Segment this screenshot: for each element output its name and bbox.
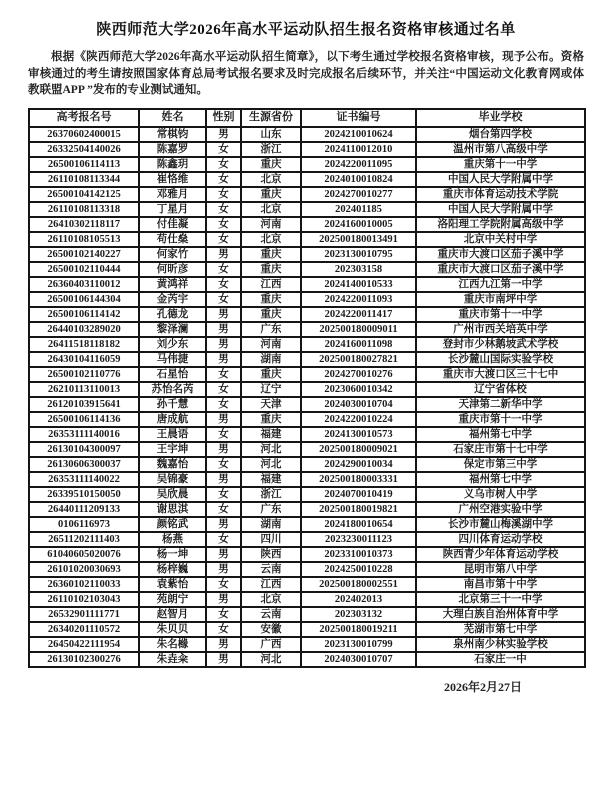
table-cell: 朱垚籴: [139, 652, 206, 667]
table-cell: 广东: [241, 322, 301, 337]
table-cell: 2024030010704: [301, 397, 416, 412]
table-cell: 2023130010799: [301, 637, 416, 652]
table-cell: 女: [206, 577, 241, 592]
table-cell: 大理白族自治州体育中学: [416, 607, 585, 622]
table-cell: 202500180003331: [301, 472, 416, 487]
table-cell: 202303158: [301, 262, 416, 277]
table-cell: 何昕彦: [139, 262, 206, 277]
table-cell: 丁星月: [139, 202, 206, 217]
intro-paragraph: 根据《陕西师范大学2026年高水平运动队招生简章》，以下考生通过学校报名资格审核，现予公布。资格审核通过的考生请按照国家体育总局考试报名要求及时完成报名后续环节，并关注“中国运动文化教育网或体教联盟APP ”发布的专业测试通知。: [28, 51, 584, 96]
table-cell: 云南: [241, 562, 301, 577]
table-cell: 202500180009021: [301, 442, 416, 457]
table-row: [29, 382, 585, 397]
table-cell: 登封市少林鹅坡武术学校: [416, 337, 585, 352]
table-cell: 杨一坤: [139, 547, 206, 562]
table-row: [29, 352, 585, 367]
table-cell: 女: [206, 622, 241, 637]
header-province: 生源省份: [241, 109, 301, 127]
header-certificate-number: 证书编号: [301, 109, 416, 127]
table-cell: 广东: [241, 502, 301, 517]
table-row: [29, 592, 585, 607]
table-cell: 2024030010707: [301, 652, 416, 667]
table-row: [29, 637, 585, 652]
table-cell: 袁紫怡: [139, 577, 206, 592]
table-cell: 26410302118117: [29, 217, 139, 232]
table-row: [29, 412, 585, 427]
table-cell: 26101020030693: [29, 562, 139, 577]
table-cell: 山东: [241, 127, 301, 142]
header-graduation-school: 毕业学校: [416, 109, 585, 127]
table-cell: 26500106114113: [29, 157, 139, 172]
table-cell: 26500102110776: [29, 367, 139, 382]
table-cell: 2023230011123: [301, 532, 416, 547]
table-cell: 苏怡名芮: [139, 382, 206, 397]
table-cell: 2024210010624: [301, 127, 416, 142]
table-cell: 男: [206, 472, 241, 487]
table-cell: 男: [206, 517, 241, 532]
table-header-row: [29, 109, 585, 127]
table-cell: 2024110012010: [301, 142, 416, 157]
table-row: [29, 577, 585, 592]
table-row: [29, 487, 585, 502]
table-row: [29, 322, 585, 337]
table-cell: 赵智月: [139, 607, 206, 622]
table-cell: 男: [206, 352, 241, 367]
table-cell: 26500104142125: [29, 187, 139, 202]
table-cell: 石星怡: [139, 367, 206, 382]
table-cell: 26500106144304: [29, 292, 139, 307]
table-cell: 26130606300037: [29, 457, 139, 472]
table-cell: 202500180027821: [301, 352, 416, 367]
table-cell: 女: [206, 157, 241, 172]
table-cell: 河南: [241, 217, 301, 232]
table-cell: 安徽: [241, 622, 301, 637]
table-cell: 2024270010276: [301, 367, 416, 382]
table-row: [29, 367, 585, 382]
table-cell: 男: [206, 547, 241, 562]
table-cell: 女: [206, 142, 241, 157]
table-cell: 2024220011417: [301, 307, 416, 322]
table-row: [29, 262, 585, 277]
table-cell: 202500180019821: [301, 502, 416, 517]
table-cell: 26500106114136: [29, 412, 139, 427]
table-cell: 女: [206, 427, 241, 442]
table-row: [29, 607, 585, 622]
table-cell: 女: [206, 217, 241, 232]
table-cell: 河北: [241, 652, 301, 667]
table-cell: 男: [206, 322, 241, 337]
table-row: [29, 397, 585, 412]
table-cell: 朱贝贝: [139, 622, 206, 637]
table-cell: 26210113110013: [29, 382, 139, 397]
table-cell: 福州第七中学: [416, 427, 585, 442]
table-row: [29, 127, 585, 142]
publish-date: 2026年2月27日: [443, 679, 522, 694]
table-cell: 26130102300276: [29, 652, 139, 667]
table-cell: 付佳凝: [139, 217, 206, 232]
table-cell: 26353111140016: [29, 427, 139, 442]
table-cell: 26339510150050: [29, 487, 139, 502]
table-cell: 女: [206, 292, 241, 307]
table-cell: 陕西: [241, 547, 301, 562]
table-cell: 辽宁省体校: [416, 382, 585, 397]
table-row: [29, 187, 585, 202]
table-cell: 重庆: [241, 292, 301, 307]
table-cell: 重庆第十一中学: [416, 157, 585, 172]
table-cell: 2023060010342: [301, 382, 416, 397]
table-cell: 北京: [241, 232, 301, 247]
table-cell: 重庆市第十一中学: [416, 307, 585, 322]
table-cell: 长沙麓山国际实验学校: [416, 352, 585, 367]
table-cell: 湖南: [241, 517, 301, 532]
table-cell: 2024250010228: [301, 562, 416, 577]
header-exam-reg-number: 高考报名号: [29, 109, 139, 127]
table-row: [29, 517, 585, 532]
table-cell: 杨燕: [139, 532, 206, 547]
table-row: [29, 427, 585, 442]
table-cell: 26110108113344: [29, 172, 139, 187]
table-cell: 女: [206, 232, 241, 247]
table-cell: 王宇坤: [139, 442, 206, 457]
table-cell: 金芮宇: [139, 292, 206, 307]
table-row: [29, 652, 585, 667]
table-cell: 26532901111771: [29, 607, 139, 622]
table-cell: 北京第三十一中学: [416, 592, 585, 607]
table-cell: 苟仕燊: [139, 232, 206, 247]
table-cell: 河南: [241, 337, 301, 352]
table-cell: 2024140010533: [301, 277, 416, 292]
table-cell: 广州市西关培英中学: [416, 322, 585, 337]
table-cell: 四川体育运动学校: [416, 532, 585, 547]
table-cell: 男: [206, 412, 241, 427]
table-cell: 河北: [241, 442, 301, 457]
table-cell: 男: [206, 442, 241, 457]
table-cell: 泉州南少林实验学校: [416, 637, 585, 652]
table-cell: 26411518118182: [29, 337, 139, 352]
table-cell: 烟台第四学校: [416, 127, 585, 142]
table-row: [29, 247, 585, 262]
table-cell: 孙千慧: [139, 397, 206, 412]
table-cell: 王晨语: [139, 427, 206, 442]
table-cell: 杨梓巍: [139, 562, 206, 577]
table-row: [29, 202, 585, 217]
table-cell: 男: [206, 337, 241, 352]
table-cell: 女: [206, 607, 241, 622]
table-cell: 26500102110444: [29, 262, 139, 277]
table-row: [29, 142, 585, 157]
table-row: [29, 442, 585, 457]
table-cell: 石家庄一中: [416, 652, 585, 667]
table-cell: 26110108105513: [29, 232, 139, 247]
table-cell: 女: [206, 187, 241, 202]
table-cell: 女: [206, 397, 241, 412]
table-cell: 2024220011095: [301, 157, 416, 172]
table-cell: 26360102110033: [29, 577, 139, 592]
table-cell: 天津: [241, 397, 301, 412]
table-cell: 女: [206, 202, 241, 217]
table-cell: 河北: [241, 457, 301, 472]
table-cell: 广州空港实验中学: [416, 502, 585, 517]
table-cell: 女: [206, 382, 241, 397]
table-cell: 湖南: [241, 352, 301, 367]
table-cell: 重庆: [241, 187, 301, 202]
table-row: [29, 217, 585, 232]
table-cell: 2024160010005: [301, 217, 416, 232]
table-row: [29, 622, 585, 637]
table-cell: 重庆: [241, 307, 301, 322]
table-cell: 61040605020076: [29, 547, 139, 562]
table-cell: 陈鑫玥: [139, 157, 206, 172]
table-row: [29, 292, 585, 307]
table-cell: 重庆市体育运动技术学院: [416, 187, 585, 202]
table-row: [29, 532, 585, 547]
table-cell: 0106116973: [29, 517, 139, 532]
table-cell: 重庆市南坪中学: [416, 292, 585, 307]
table-cell: 辽宁: [241, 382, 301, 397]
table-row: [29, 232, 585, 247]
table-cell: 女: [206, 172, 241, 187]
table-cell: 26430104116059: [29, 352, 139, 367]
table-cell: 2024220011093: [301, 292, 416, 307]
table-cell: 女: [206, 367, 241, 382]
table-cell: 重庆: [241, 367, 301, 382]
table-cell: 福建: [241, 472, 301, 487]
table-cell: 浙江: [241, 487, 301, 502]
table-cell: 重庆市大渡口区三十七中: [416, 367, 585, 382]
table-cell: 福建: [241, 427, 301, 442]
table-cell: 202401185: [301, 202, 416, 217]
table-cell: 男: [206, 562, 241, 577]
table-cell: 女: [206, 457, 241, 472]
table-row: [29, 502, 585, 517]
table-cell: 2024290010034: [301, 457, 416, 472]
table-cell: 云南: [241, 607, 301, 622]
table-cell: 26360403110012: [29, 277, 139, 292]
table-cell: 何家竹: [139, 247, 206, 262]
results-table-body: [29, 127, 585, 667]
table-cell: 26353111140022: [29, 472, 139, 487]
table-cell: 广西: [241, 637, 301, 652]
table-cell: 2024010010824: [301, 172, 416, 187]
table-cell: 男: [206, 247, 241, 262]
table-cell: 天津第二新华中学: [416, 397, 585, 412]
table-cell: 重庆: [241, 262, 301, 277]
table-cell: 2024130010573: [301, 427, 416, 442]
table-cell: 浙江: [241, 142, 301, 157]
table-cell: 唐成航: [139, 412, 206, 427]
table-cell: 孔德龙: [139, 307, 206, 322]
results-table: [28, 108, 586, 668]
table-cell: 26440103289020: [29, 322, 139, 337]
table-cell: 2024070010419: [301, 487, 416, 502]
table-cell: 江西: [241, 577, 301, 592]
table-row: [29, 337, 585, 352]
table-cell: 26511202111403: [29, 532, 139, 547]
table-cell: 女: [206, 502, 241, 517]
table-cell: 26500102140227: [29, 247, 139, 262]
table-cell: 男: [206, 652, 241, 667]
table-cell: 26370602400015: [29, 127, 139, 142]
table-cell: 26440111209133: [29, 502, 139, 517]
table-cell: 2024180010654: [301, 517, 416, 532]
table-cell: 马伟捷: [139, 352, 206, 367]
table-cell: 芜湖市第七中学: [416, 622, 585, 637]
table-cell: 2024160011098: [301, 337, 416, 352]
table-cell: 202500180009011: [301, 322, 416, 337]
table-cell: 北京: [241, 172, 301, 187]
table-cell: 2024270010277: [301, 187, 416, 202]
table-cell: 202500180019211: [301, 622, 416, 637]
table-cell: 江西: [241, 277, 301, 292]
table-cell: 202500180002551: [301, 577, 416, 592]
table-cell: 福州第七中学: [416, 472, 585, 487]
table-cell: 昆明市第八中学: [416, 562, 585, 577]
table-cell: 男: [206, 307, 241, 322]
table-cell: 邓雅月: [139, 187, 206, 202]
table-cell: 26332504140026: [29, 142, 139, 157]
table-cell: 黎泽澜: [139, 322, 206, 337]
table-cell: 男: [206, 637, 241, 652]
table-cell: 南昌市第十中学: [416, 577, 585, 592]
table-row: [29, 157, 585, 172]
table-cell: 202303132: [301, 607, 416, 622]
table-cell: 女: [206, 487, 241, 502]
table-cell: 2023130010795: [301, 247, 416, 262]
table-cell: 吴锦豪: [139, 472, 206, 487]
table-cell: 朱名橼: [139, 637, 206, 652]
table-cell: 26340201110572: [29, 622, 139, 637]
header-gender: 性别: [206, 109, 241, 127]
table-cell: 陕西青少年体育运动学校: [416, 547, 585, 562]
table-row: [29, 547, 585, 562]
table-cell: 北京: [241, 592, 301, 607]
table-row: [29, 472, 585, 487]
table-cell: 吴欣晨: [139, 487, 206, 502]
table-row: [29, 172, 585, 187]
table-cell: 26130104300097: [29, 442, 139, 457]
table-cell: 陈嘉罗: [139, 142, 206, 157]
table-cell: 刘少东: [139, 337, 206, 352]
table-row: [29, 277, 585, 292]
table-cell: 女: [206, 277, 241, 292]
table-cell: 26110102103043: [29, 592, 139, 607]
table-cell: 温州市第八高级中学: [416, 142, 585, 157]
table-cell: 中国人民大学附属中学: [416, 172, 585, 187]
table-cell: 2023310010373: [301, 547, 416, 562]
table-cell: 长沙市麓山梅溪湖中学: [416, 517, 585, 532]
table-cell: 重庆市第十一中学: [416, 412, 585, 427]
table-row: [29, 457, 585, 472]
table-cell: 北京中关村中学: [416, 232, 585, 247]
table-cell: 202500180013491: [301, 232, 416, 247]
table-cell: 女: [206, 532, 241, 547]
header-name: 姓名: [139, 109, 206, 127]
table-cell: 男: [206, 127, 241, 142]
table-cell: 谢思淇: [139, 502, 206, 517]
table-cell: 中国人民大学附属中学: [416, 202, 585, 217]
table-cell: 重庆: [241, 157, 301, 172]
table-cell: 26500106114142: [29, 307, 139, 322]
table-cell: 崔恪维: [139, 172, 206, 187]
table-cell: 颜铭武: [139, 517, 206, 532]
table-cell: 女: [206, 262, 241, 277]
table-cell: 魏嘉怡: [139, 457, 206, 472]
table-row: [29, 562, 585, 577]
table-cell: 义乌市树人中学: [416, 487, 585, 502]
table-cell: 洛阳理工学院附属高级中学: [416, 217, 585, 232]
table-cell: 保定市第三中学: [416, 457, 585, 472]
table-cell: 苑朗宁: [139, 592, 206, 607]
table-cell: 男: [206, 592, 241, 607]
table-cell: 北京: [241, 202, 301, 217]
table-cell: 重庆: [241, 247, 301, 262]
table-cell: 江西九江第一中学: [416, 277, 585, 292]
table-cell: 常棋钧: [139, 127, 206, 142]
table-cell: 黄鸿祥: [139, 277, 206, 292]
table-cell: 重庆市大渡口区茄子溪中学: [416, 262, 585, 277]
table-row: [29, 307, 585, 322]
page-title: 陕西师范大学2026年高水平运动队招生报名资格审核通过名单: [96, 22, 516, 38]
table-cell: 重庆市大渡口区茄子溪中学: [416, 247, 585, 262]
table-cell: 石家庄市第十七中学: [416, 442, 585, 457]
table-cell: 26110108113318: [29, 202, 139, 217]
table-cell: 26450422111954: [29, 637, 139, 652]
table-cell: 四川: [241, 532, 301, 547]
table-cell: 2024220010224: [301, 412, 416, 427]
table-cell: 202402013: [301, 592, 416, 607]
table-cell: 26120103915641: [29, 397, 139, 412]
table-cell: 重庆: [241, 412, 301, 427]
